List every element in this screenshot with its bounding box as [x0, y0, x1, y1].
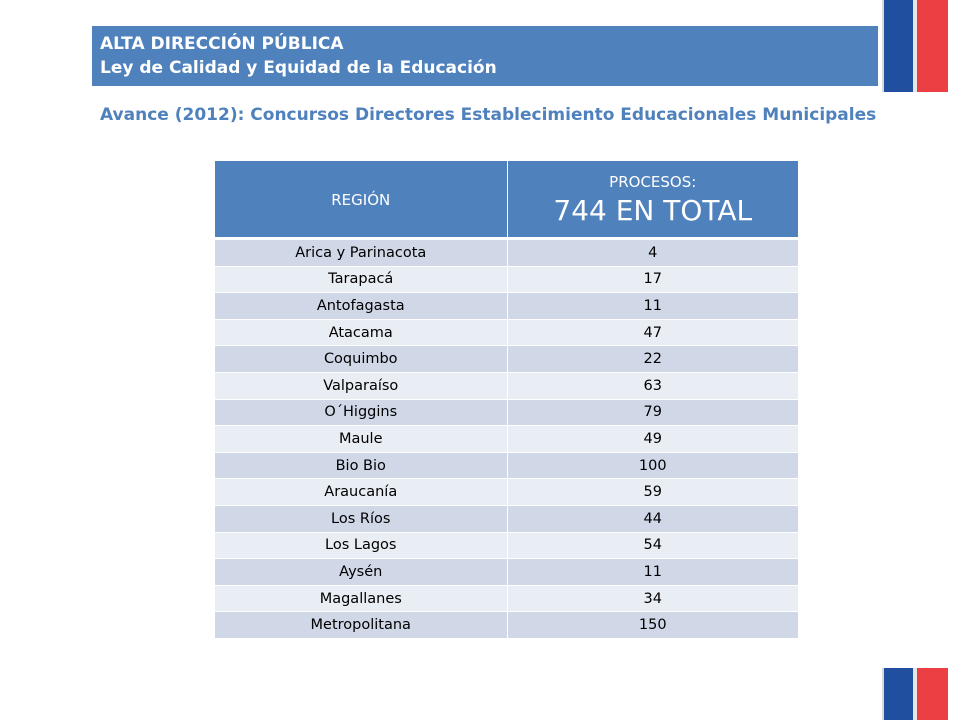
column-header-region [215, 161, 507, 239]
region-cell: O´Higgins [215, 399, 507, 426]
region-cell: Bio Bio [215, 452, 507, 479]
process-count-cell: 44 [507, 505, 798, 532]
header-title: ALTA DIRECCIÓN PÚBLICA [100, 34, 344, 54]
process-count-cell: 34 [507, 585, 798, 612]
table-row [215, 452, 798, 479]
region-cell: Valparaíso [215, 372, 507, 399]
region-process-table [215, 161, 798, 638]
process-count-cell: 11 [507, 293, 798, 320]
region-cell: Tarapacá [215, 266, 507, 293]
processes-header-label: PROCESOS: [609, 173, 697, 191]
region-cell: Magallanes [215, 585, 507, 612]
region-cell: Maule [215, 426, 507, 453]
table-row [215, 612, 798, 638]
table-header-row [215, 161, 798, 239]
table-body [215, 239, 798, 638]
region-header-label: REGIÓN [331, 190, 391, 209]
process-count-cell: 49 [507, 426, 798, 453]
flag-logo-top [880, 0, 950, 92]
table-row [215, 559, 798, 586]
process-count-cell: 79 [507, 399, 798, 426]
region-cell: Metropolitana [215, 612, 507, 638]
process-count-cell: 100 [507, 452, 798, 479]
table-row [215, 505, 798, 532]
process-count-cell: 22 [507, 346, 798, 373]
header-banner [92, 26, 878, 86]
region-cell: Araucanía [215, 479, 507, 506]
region-cell: Antofagasta [215, 293, 507, 320]
processes-total: 744 EN TOTAL [553, 194, 753, 227]
region-cell: Aysén [215, 559, 507, 586]
table-row [215, 319, 798, 346]
region-cell: Atacama [215, 319, 507, 346]
process-count-cell: 47 [507, 319, 798, 346]
region-cell: Coquimbo [215, 346, 507, 373]
table-row [215, 346, 798, 373]
region-cell: Los Ríos [215, 505, 507, 532]
table-row [215, 293, 798, 320]
process-count-cell: 17 [507, 266, 798, 293]
process-count-cell: 54 [507, 532, 798, 559]
table-row [215, 585, 798, 612]
flag-logo-bottom [880, 668, 950, 720]
table-row [215, 532, 798, 559]
region-cell: Los Lagos [215, 532, 507, 559]
process-count-cell: 4 [507, 239, 798, 267]
table-row [215, 479, 798, 506]
table-row [215, 239, 798, 267]
table-row [215, 266, 798, 293]
table-row [215, 372, 798, 399]
table-row [215, 399, 798, 426]
slide-subtitle: Avance (2012): Concursos Directores Establecimiento Educacionales Municipales [100, 105, 877, 125]
header-subtitle: Ley de Calidad y Equidad de la Educación [100, 58, 497, 78]
process-count-cell: 63 [507, 372, 798, 399]
process-count-cell: 59 [507, 479, 798, 506]
process-count-cell: 150 [507, 612, 798, 638]
column-header-processes [507, 161, 798, 239]
region-cell: Arica y Parinacota [215, 239, 507, 267]
table-row [215, 426, 798, 453]
process-count-cell: 11 [507, 559, 798, 586]
